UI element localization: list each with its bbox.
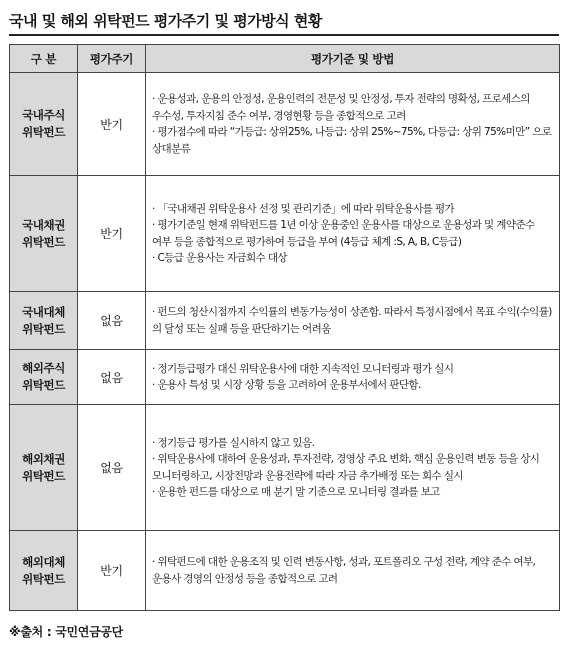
table-row	[10, 73, 560, 176]
category-line: 위탁펀드	[22, 125, 65, 139]
description-line: · 운용한 펀드를 대상으로 매 분기 말 기준으로 모니터링 결과를 보고	[152, 486, 440, 498]
table-row	[10, 292, 560, 350]
category-line: 위탁펀드	[22, 234, 65, 249]
description-line: · 펀드의 청산시점까지 수익률의 변동가능성이 상존함. 따라서 특정시점에서 목표 수익(수익률)의 달성 또는 실패 등을 판단하기는 어려움	[152, 306, 552, 335]
description-line: · 평가점수에 따라 “가등급: 상위25%, 나등급: 상위 25%~75%, 다등급: 상위 75%미만” 으로 상대분류	[152, 126, 552, 155]
row-category	[10, 73, 78, 176]
row-description	[146, 176, 560, 292]
table-header-row	[10, 45, 560, 73]
description-line: · 정기등급평가 대신 위탁운용사에 대한 지속적인 모니터링과 평가 실시	[152, 362, 454, 375]
category-line: 위탁펀드	[22, 571, 65, 586]
table-row	[10, 350, 560, 405]
row-cycle: 반기	[78, 176, 146, 292]
row-cycle: 없음	[78, 292, 146, 350]
category-line: 위탁펀드	[22, 378, 65, 392]
source-note: ※출처 : 국민연금공단	[9, 625, 123, 639]
row-category	[10, 405, 78, 531]
description-line: · 정기등급 평가를 실시하지 않고 있음.	[152, 436, 315, 449]
row-cycle: 반기	[78, 73, 146, 176]
category-line: 국내채권	[22, 217, 65, 232]
table-row	[10, 176, 560, 292]
row-description	[146, 350, 560, 405]
category-line: 국내대체	[22, 304, 65, 319]
description-line: · 위탁운용사에 대하여 운용성과, 투자전략, 경영상 주요 변화, 핵심 운용인력 변동 등을 상시 모니터링하고, 시장전망과 운용전략에 따라 자금 추가배정 또는 회수 실시	[152, 453, 540, 482]
row-description	[146, 405, 560, 531]
header-category: 구 분	[10, 45, 78, 73]
row-description	[146, 531, 560, 611]
description-line: · 운용성과, 운용의 안정성, 운용인력의 전문성 및 안정성, 투자 전략의 명확성, 프로세스의 우수성, 투자지침 준수 여부, 경영현황 등을 종합적으로 고려	[152, 93, 530, 122]
row-category	[10, 292, 78, 350]
row-description	[146, 292, 560, 350]
description-line: · C등급 운용사는 자금회수 대상	[152, 252, 287, 264]
row-category	[10, 531, 78, 611]
category-line: 해외주식	[22, 361, 65, 375]
row-cycle: 없음	[78, 350, 146, 405]
row-cycle: 반기	[78, 531, 146, 611]
table-row	[10, 405, 560, 531]
header-cycle: 평가주기	[78, 45, 146, 73]
row-description	[146, 73, 560, 176]
description-line: · 위탁펀드에 대한 운용조직 및 인력 변동사항, 성과, 포트폴리오 구성 전략, 계약 준수 여부, 운용사 경영의 안정성 등을 종합적으로 고려	[152, 556, 536, 585]
category-line: 해외대체	[22, 554, 65, 569]
evaluation-table	[9, 44, 560, 611]
header-method: 평가기준 및 방법	[146, 45, 560, 73]
category-line: 위탁펀드	[22, 468, 65, 483]
description-line: · 「국내채권 위탁운용사 선정 및 관리기준」에 따라 위탁운용사를 평가	[152, 202, 455, 215]
page-title: 국내 및 해외 위탁펀드 평가주기 및 평가방식 현황	[9, 6, 559, 36]
row-category	[10, 176, 78, 292]
row-cycle: 없음	[78, 405, 146, 531]
description-line: · 운용사 특성 및 시장 상황 등을 고려하여 운용부서에서 판단함.	[152, 379, 421, 391]
category-line: 해외채권	[22, 451, 65, 466]
row-category	[10, 350, 78, 405]
category-line: 위탁펀드	[22, 321, 65, 336]
category-line: 국내주식	[22, 108, 65, 122]
description-line: · 평가기준일 현재 위탁펀드를 1년 이상 운용중인 운용사를 대상으로 운용성과 및 계약준수 여부 등을 종합적으로 평가하여 등급을 부여 (4등급 체계 :S, A, B, C등급)	[152, 219, 535, 248]
table-row	[10, 531, 560, 611]
